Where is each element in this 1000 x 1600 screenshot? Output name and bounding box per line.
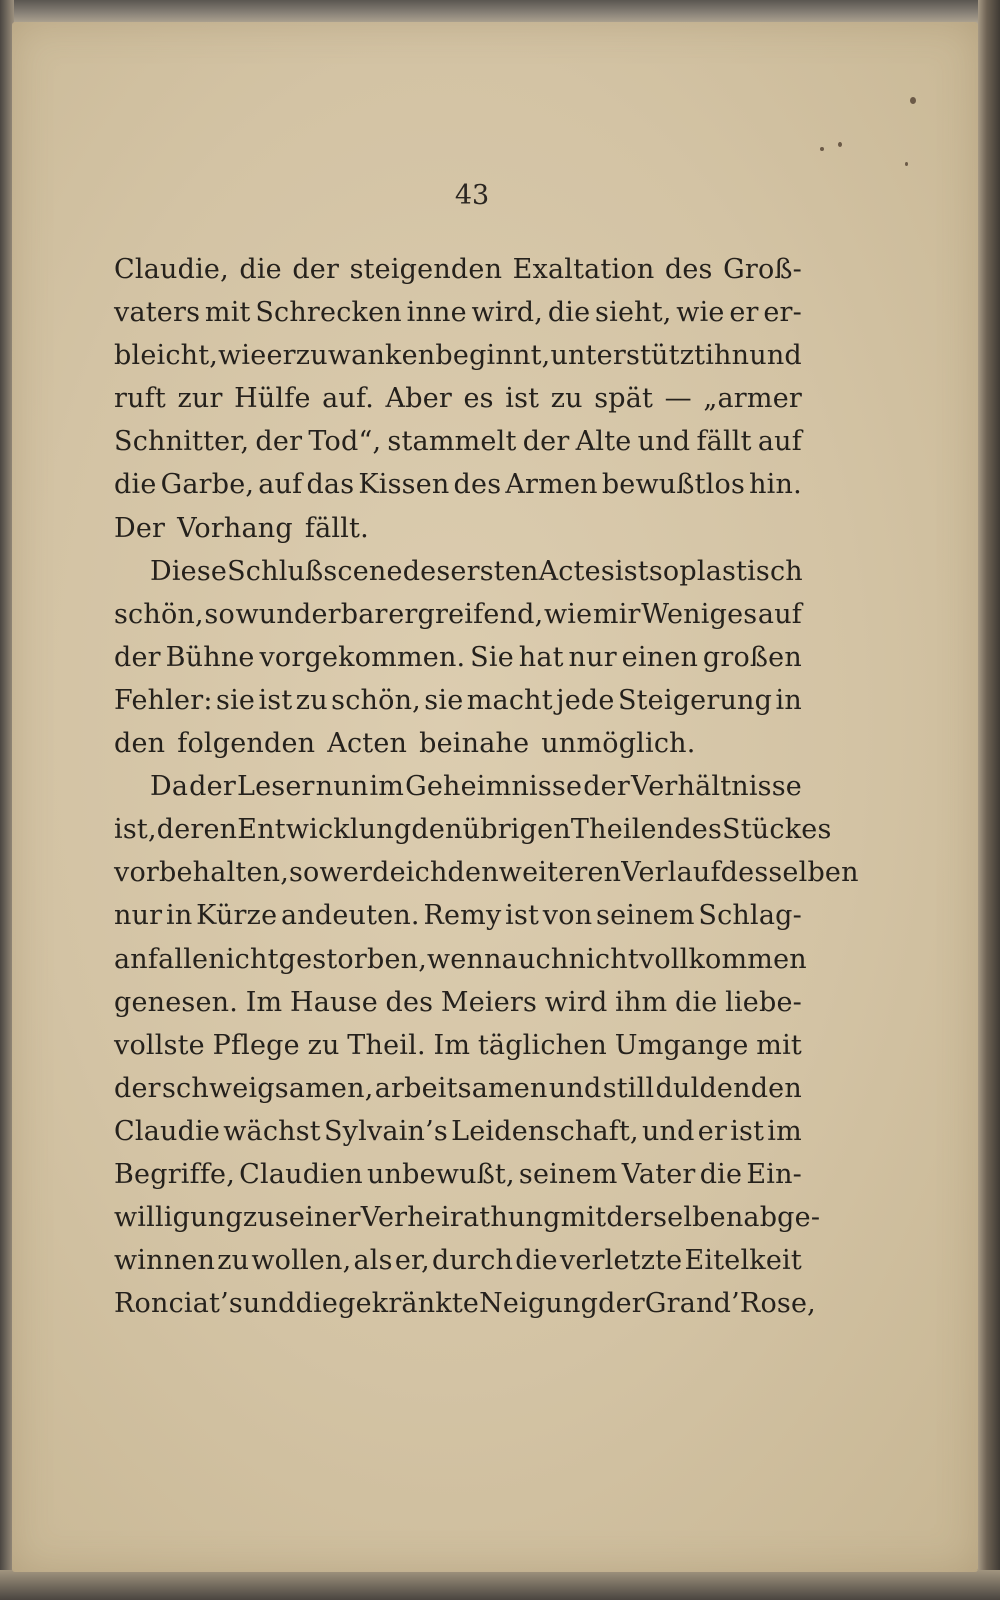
word: so: [289, 857, 320, 889]
text-line: [114, 291, 802, 334]
word: vollkommen: [638, 943, 807, 975]
text-line: [114, 938, 807, 981]
book-bottom-edge: [0, 1570, 1000, 1600]
word: wächst: [223, 1115, 321, 1147]
word: den: [114, 728, 166, 760]
word: Der: [114, 512, 166, 544]
word: „armer: [703, 383, 802, 415]
word: schön,: [331, 684, 421, 716]
word: nun: [315, 771, 369, 803]
text-line: [114, 981, 802, 1024]
word: arbeitsamen: [374, 1072, 548, 1104]
paper-speck: [838, 142, 842, 147]
word: sie: [424, 684, 464, 716]
word: unbewußt,: [366, 1158, 515, 1190]
word: auf: [258, 469, 303, 501]
word: der: [292, 254, 340, 285]
text-line: [114, 1067, 802, 1110]
word: stammelt: [387, 426, 517, 458]
word: zu: [217, 1245, 250, 1277]
word: die: [699, 1158, 743, 1190]
word: des: [453, 469, 502, 501]
word: der: [255, 426, 303, 458]
word: ist: [505, 383, 540, 415]
word: und: [749, 340, 802, 372]
word: er: [729, 297, 759, 329]
word: Ein-: [746, 1158, 802, 1190]
word: still: [602, 1072, 655, 1104]
word: des: [402, 555, 451, 587]
word: in: [166, 900, 193, 932]
word: Steigerung: [617, 684, 773, 716]
word: wenn: [427, 943, 502, 975]
paper-speck: [905, 162, 908, 166]
word: auch: [501, 943, 569, 975]
word: täglichen: [477, 1029, 608, 1061]
word: und: [641, 1115, 695, 1147]
word: Acten: [327, 728, 408, 760]
text-line: [114, 1110, 802, 1153]
word: mir: [592, 598, 641, 630]
word: das: [306, 469, 355, 501]
word: Im: [245, 986, 283, 1018]
word: hat: [518, 641, 564, 673]
word: in: [775, 684, 802, 716]
word: sie: [216, 684, 256, 716]
word: im: [767, 1115, 802, 1147]
word: Da: [150, 771, 189, 803]
word: werde: [319, 857, 406, 889]
word: ihm: [615, 986, 668, 1018]
text-line: [114, 1239, 802, 1282]
word: die: [114, 469, 157, 501]
text-line: [114, 248, 802, 291]
word: gekränkte: [338, 1288, 480, 1320]
word: genesen.: [114, 986, 239, 1018]
word: verletzte: [559, 1245, 683, 1277]
word: so: [648, 555, 680, 587]
word: zu: [242, 1202, 275, 1234]
word: auf.: [322, 383, 375, 415]
word: die: [239, 254, 282, 285]
word: durch: [432, 1245, 514, 1277]
word: Umgange: [614, 1029, 749, 1061]
word: vorgekommen.: [259, 641, 466, 673]
word: jede: [556, 684, 615, 716]
word: der: [114, 641, 161, 673]
paper-page: [12, 22, 978, 1572]
word: spät: [594, 383, 654, 415]
word: liebe-: [725, 986, 802, 1018]
word: Vorhang: [177, 512, 293, 544]
word: ergreifend,: [388, 598, 544, 630]
word: ruft: [114, 383, 166, 415]
word: fällt.: [304, 512, 369, 544]
word: Leidenschaft,: [451, 1115, 639, 1147]
paper-speck: [820, 147, 824, 151]
word: Kissen: [358, 469, 450, 501]
word: unterstützt: [550, 340, 706, 372]
word: beginnt,: [435, 340, 551, 372]
word: wanken: [327, 340, 436, 372]
word: bewußtlos: [601, 469, 746, 501]
word: so: [204, 598, 235, 630]
word: übrigen: [462, 814, 571, 846]
word: Groß-: [723, 254, 802, 285]
word: Verheirathung: [360, 1202, 561, 1234]
word: Rose,: [739, 1288, 816, 1320]
word: und: [242, 1288, 296, 1320]
word: Pflege: [212, 1029, 300, 1061]
word: Schrecken: [255, 297, 402, 329]
word: wie: [218, 340, 267, 372]
word: beinahe: [419, 728, 530, 760]
word: der: [114, 1072, 161, 1104]
word: Ronciat’s: [114, 1288, 243, 1320]
word: folgenden: [177, 728, 316, 760]
word: den: [411, 814, 463, 846]
text-line: [114, 1153, 802, 1196]
word: zu: [307, 1029, 340, 1061]
word: seinem: [518, 1158, 618, 1190]
word: Vater: [621, 1158, 696, 1190]
text-line: [114, 420, 802, 463]
word: Neigung: [479, 1288, 599, 1320]
word: ist: [505, 900, 540, 932]
word: derselben: [606, 1202, 744, 1234]
word: er: [697, 1115, 728, 1147]
word: der: [189, 771, 236, 803]
text-line: [114, 851, 859, 894]
word: vorbehalten,: [114, 857, 289, 889]
word: Sylvain’s: [323, 1115, 448, 1147]
word: vaters: [114, 297, 201, 329]
word: wird: [544, 986, 608, 1018]
word: auf: [757, 598, 802, 630]
word: es: [463, 383, 494, 415]
word: winnen: [114, 1245, 216, 1277]
word: seiner: [274, 1202, 361, 1234]
word: inne: [406, 297, 467, 329]
word: Bühne: [165, 641, 255, 673]
word: zu: [295, 340, 328, 372]
word: Remy: [423, 900, 502, 932]
word: die: [674, 986, 718, 1018]
word: vollste: [114, 1029, 205, 1061]
word: schön,: [114, 598, 204, 630]
word: nur: [568, 641, 617, 673]
word: von: [542, 900, 593, 932]
word: Fehler:: [114, 684, 213, 716]
word: Hülfe: [234, 383, 311, 415]
text-line: [114, 636, 802, 679]
paper-speck: [910, 97, 916, 104]
word: Im: [433, 1029, 471, 1061]
word: Schlag-: [698, 900, 802, 932]
word: macht: [466, 684, 553, 716]
text-line: [114, 1196, 821, 1239]
word: zur: [177, 383, 223, 415]
word: Kürze: [196, 900, 278, 932]
word: der: [598, 1288, 645, 1320]
word: als: [353, 1245, 393, 1277]
word: ich: [405, 857, 448, 889]
text-line: [114, 722, 802, 765]
word: er-: [763, 297, 802, 329]
word: ist: [614, 555, 649, 587]
text-line: [114, 463, 802, 506]
word: Verhältnisse: [630, 771, 802, 803]
word: anfalle: [114, 943, 209, 975]
word: Alte: [575, 426, 632, 458]
word: im: [369, 771, 405, 803]
word: des: [385, 986, 434, 1018]
word: hin.: [749, 469, 802, 501]
word: deren: [156, 814, 238, 846]
word: seinem: [596, 900, 695, 932]
text-line: [114, 808, 832, 851]
word: Sie: [470, 641, 514, 673]
word: wie: [543, 598, 593, 630]
word: andeuten.: [280, 900, 420, 932]
word: Armen: [505, 469, 598, 501]
text-line: [114, 679, 802, 722]
word: zu: [550, 383, 583, 415]
word: mit: [204, 297, 251, 329]
word: bleicht,: [114, 340, 219, 372]
word: Theilen: [570, 814, 675, 846]
text-line: [114, 1024, 802, 1067]
word: nur: [114, 900, 163, 932]
word: ist,: [114, 814, 157, 846]
word: er,: [394, 1245, 430, 1277]
word: Schlußscene: [227, 555, 403, 587]
word: ersten: [450, 555, 539, 587]
word: Theil.: [347, 1029, 426, 1061]
text-line: [114, 507, 802, 550]
text-line: [114, 550, 802, 593]
word: wollen,: [251, 1245, 352, 1277]
word: mit: [756, 1029, 802, 1061]
text-line: [114, 1282, 816, 1325]
word: großen: [702, 641, 802, 673]
word: weiteren: [498, 857, 622, 889]
text-line: [114, 334, 802, 377]
word: gestorben,: [278, 943, 427, 975]
text-line: [114, 894, 802, 937]
word: wunderbar: [235, 598, 388, 630]
book-right-edge: [978, 0, 1000, 1600]
word: Grand’: [644, 1288, 740, 1320]
word: Entwicklung: [237, 814, 412, 846]
word: Claudie,: [114, 254, 229, 285]
word: des: [674, 814, 723, 846]
word: Hause: [290, 986, 378, 1018]
word: abge-: [743, 1202, 821, 1234]
word: steigenden: [349, 254, 503, 285]
word: nicht: [208, 943, 279, 975]
word: Weniges: [641, 598, 758, 630]
word: Aber: [385, 383, 452, 415]
word: der: [522, 426, 570, 458]
word: ist: [730, 1115, 765, 1147]
word: Stückes: [722, 814, 832, 846]
word: sieht,: [595, 297, 672, 329]
word: schweigsamen,: [162, 1072, 374, 1104]
word: und: [548, 1072, 602, 1104]
word: Eitelkeit: [684, 1245, 802, 1277]
word: willigung: [114, 1202, 243, 1234]
word: unmöglich.: [541, 728, 696, 760]
word: Meiers: [440, 986, 538, 1018]
word: mit: [560, 1202, 607, 1234]
body-text: [114, 248, 859, 1325]
word: Leser: [236, 771, 315, 803]
word: wird,: [471, 297, 544, 329]
word: die: [515, 1245, 558, 1277]
word: des: [664, 254, 713, 285]
word: Claudie: [114, 1115, 221, 1147]
text-line: [114, 377, 802, 420]
word: Diese: [150, 555, 228, 587]
word: er: [266, 340, 296, 372]
word: die: [547, 297, 591, 329]
word: Garbe,: [160, 469, 255, 501]
word: desselben: [720, 857, 859, 889]
page-number: 43: [454, 180, 490, 211]
word: nicht: [568, 943, 639, 975]
text-line: [114, 593, 802, 636]
word: Schnitter,: [114, 426, 250, 458]
word: zu: [295, 684, 328, 716]
word: fällt: [696, 426, 752, 458]
word: die: [295, 1288, 339, 1320]
word: Begriffe,: [114, 1158, 235, 1190]
word: Tod“,: [308, 426, 382, 458]
word: und: [637, 426, 691, 458]
word: einen: [621, 641, 699, 673]
word: Geheimnisse: [405, 771, 583, 803]
word: auf: [757, 426, 802, 458]
word: duldenden: [655, 1072, 802, 1104]
word: Verlauf: [621, 857, 721, 889]
word: der: [583, 771, 630, 803]
word: Actes: [538, 555, 615, 587]
word: plastisch: [679, 555, 803, 587]
text-line: [114, 765, 802, 808]
word: ist: [258, 684, 293, 716]
word: —: [664, 383, 692, 415]
word: den: [447, 857, 499, 889]
word: wie: [676, 297, 725, 329]
word: Claudien: [239, 1158, 363, 1190]
word: ihn: [705, 340, 750, 372]
word: Exaltation: [512, 254, 655, 285]
